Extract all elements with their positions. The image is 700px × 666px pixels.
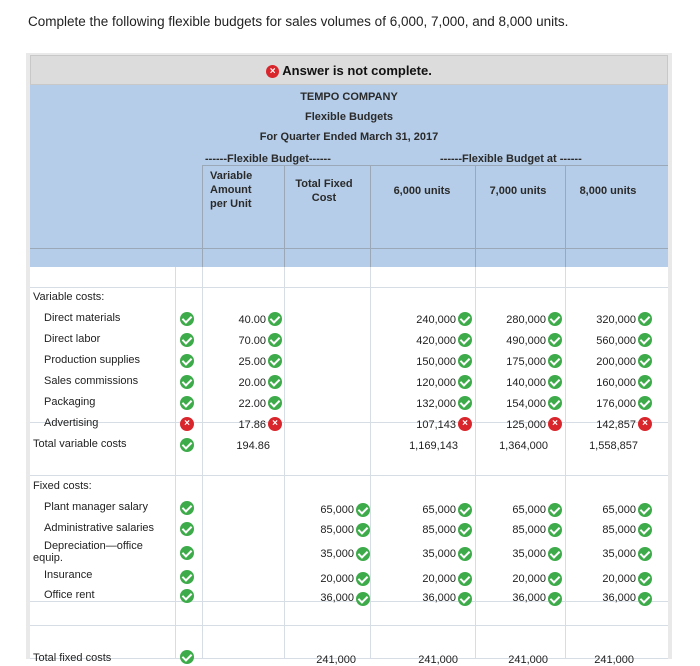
check-icon [458, 503, 472, 517]
check-icon [458, 333, 472, 347]
check-icon [638, 572, 652, 586]
check-icon [458, 396, 472, 410]
check-icon [268, 312, 282, 326]
cost-8000-input[interactable]: 142,857 [596, 419, 636, 431]
total-variable-7000: 1,364,000 [499, 440, 548, 452]
row-label: Administrative salaries [44, 522, 155, 534]
total-fixed-label: Total fixed costs [33, 652, 112, 664]
fixed-cost-input[interactable]: 36,000 [320, 592, 354, 604]
x-circle-icon: × [266, 65, 279, 78]
check-icon [180, 312, 194, 326]
cost-6000-input[interactable]: 240,000 [416, 314, 456, 326]
check-icon [638, 547, 652, 561]
report-period: For Quarter Ended March 31, 2017 [259, 131, 439, 143]
check-icon [548, 547, 562, 561]
fixed-cost-input[interactable]: 35,000 [320, 548, 354, 560]
x-icon: × [180, 417, 194, 431]
check-icon [356, 572, 370, 586]
col-8000-units: 8,000 units [579, 185, 637, 197]
total-fixed-cost: 241,000 [316, 654, 356, 666]
check-icon [458, 572, 472, 586]
total-variable-6000: 1,169,143 [409, 440, 458, 452]
table-body [30, 267, 668, 666]
cost-8000-input[interactable]: 176,000 [596, 398, 636, 410]
cost-8000-input[interactable]: 200,000 [596, 356, 636, 368]
unit-cost-input[interactable]: 40.00 [238, 314, 266, 326]
check-icon [548, 592, 562, 606]
fixed-costs-heading: Fixed costs: [33, 480, 92, 492]
check-icon [548, 375, 562, 389]
check-icon [548, 572, 562, 586]
check-icon [268, 354, 282, 368]
check-icon [638, 312, 652, 326]
cost-6000-input[interactable]: 35,000 [422, 548, 456, 560]
check-icon [548, 333, 562, 347]
row-label: Sales commissions [44, 375, 139, 387]
check-icon [180, 375, 194, 389]
row-label: Insurance [44, 569, 93, 581]
col-7000-units: 7,000 units [489, 185, 547, 197]
check-icon [180, 650, 194, 664]
col-variable-line2: Amount [210, 184, 252, 196]
cost-8000-input[interactable]: 560,000 [596, 335, 636, 347]
check-icon [180, 396, 194, 410]
col-variable-line1: Variable [210, 170, 253, 182]
group-flexible-budget-at: ------Flexible Budget at ------ [440, 153, 582, 165]
row-label: Plant manager salary [44, 501, 148, 513]
check-icon [458, 523, 472, 537]
check-icon [268, 375, 282, 389]
check-icon [548, 354, 562, 368]
col-fixed-line1: Total Fixed [295, 178, 353, 190]
total-fixed-8000: 241,000 [594, 654, 634, 666]
row-label: Office rent [44, 589, 95, 601]
check-icon [638, 354, 652, 368]
check-icon [356, 592, 370, 606]
cost-7000-input[interactable]: 280,000 [506, 314, 546, 326]
total-variable-8000: 1,558,857 [589, 440, 638, 452]
check-icon [458, 547, 472, 561]
row-label: Depreciation—office [44, 540, 143, 552]
cost-6000-input[interactable]: 65,000 [422, 504, 456, 516]
check-icon [458, 592, 472, 606]
col-6000-units: 6,000 units [393, 185, 451, 197]
col-variable-line3: per Unit [210, 198, 252, 210]
unit-cost-input[interactable]: 70.00 [238, 335, 266, 347]
x-icon: × [458, 417, 472, 431]
total-variable-unit: 194.86 [236, 440, 270, 452]
check-icon [638, 592, 652, 606]
table-header [30, 85, 668, 267]
check-icon [548, 312, 562, 326]
check-icon [180, 333, 194, 347]
check-icon [548, 503, 562, 517]
unit-cost-input[interactable]: 25.00 [238, 356, 266, 368]
fixed-cost-input[interactable]: 65,000 [320, 504, 354, 516]
cost-6000-input[interactable]: 120,000 [416, 377, 456, 389]
check-icon [180, 354, 194, 368]
x-icon: × [638, 417, 652, 431]
cost-6000-input[interactable]: 107,143 [416, 419, 456, 431]
row-label: Direct labor [44, 333, 101, 345]
cost-6000-input[interactable]: 420,000 [416, 335, 456, 347]
check-icon [268, 396, 282, 410]
question-text: Complete the following flexible budgets for sales volumes of 6,000, 7,000, and 8,000 units. [28, 14, 569, 29]
check-icon [458, 375, 472, 389]
banner-message: Answer is not complete. [282, 63, 432, 78]
cost-8000-input[interactable]: 65,000 [602, 504, 636, 516]
unit-cost-input[interactable]: 22.00 [238, 398, 266, 410]
report-title: Flexible Budgets [304, 111, 394, 123]
check-icon [548, 523, 562, 537]
check-icon [180, 546, 194, 560]
total-fixed-6000: 241,000 [418, 654, 458, 666]
x-icon: × [548, 417, 562, 431]
check-icon [180, 570, 194, 584]
check-icon [180, 501, 194, 515]
check-icon [638, 333, 652, 347]
status-banner [30, 55, 668, 85]
cost-8000-input[interactable]: 85,000 [602, 524, 636, 536]
cost-8000-input[interactable]: 20,000 [602, 573, 636, 585]
variable-costs-heading: Variable costs: [33, 291, 105, 303]
row-label: Production supplies [44, 354, 141, 366]
budget-sheet [26, 53, 672, 666]
cost-7000-input[interactable]: 175,000 [506, 356, 546, 368]
check-icon [638, 523, 652, 537]
cost-6000-input[interactable]: 132,000 [416, 398, 456, 410]
fixed-cost-input[interactable]: 85,000 [320, 524, 354, 536]
cost-8000-input[interactable]: 36,000 [602, 592, 636, 604]
unit-cost-input[interactable]: 17.86 [238, 419, 266, 431]
check-icon [180, 522, 194, 536]
check-icon [638, 503, 652, 517]
check-icon [356, 523, 370, 537]
check-icon [548, 396, 562, 410]
row-label-cont: equip. [33, 552, 63, 564]
cost-7000-input[interactable]: 490,000 [506, 335, 546, 347]
cost-7000-input[interactable]: 36,000 [512, 592, 546, 604]
group-flexible-budget: ------Flexible Budget------ [205, 153, 331, 165]
total-fixed-7000: 241,000 [508, 654, 548, 666]
cost-7000-input[interactable]: 125,000 [506, 419, 546, 431]
col-fixed-line2: Cost [311, 192, 337, 204]
cost-7000-input[interactable]: 65,000 [512, 504, 546, 516]
check-icon [356, 547, 370, 561]
unit-cost-input[interactable]: 20.00 [238, 377, 266, 389]
cost-7000-input[interactable]: 140,000 [506, 377, 546, 389]
cost-7000-input[interactable]: 35,000 [512, 548, 546, 560]
check-icon [638, 396, 652, 410]
cost-8000-input[interactable]: 320,000 [596, 314, 636, 326]
x-icon: × [268, 417, 282, 431]
check-icon [458, 312, 472, 326]
cost-8000-input[interactable]: 35,000 [602, 548, 636, 560]
check-icon [180, 589, 194, 603]
check-icon [356, 503, 370, 517]
row-label: Advertising [44, 417, 99, 429]
check-icon [268, 333, 282, 347]
company-name: TEMPO COMPANY [300, 91, 398, 103]
row-label: Packaging [44, 396, 96, 408]
total-variable-label: Total variable costs [33, 438, 127, 450]
check-icon [458, 354, 472, 368]
cost-6000-input[interactable]: 150,000 [416, 356, 456, 368]
cost-6000-input[interactable]: 85,000 [422, 524, 456, 536]
row-label: Direct materials [44, 312, 121, 324]
cost-7000-input[interactable]: 85,000 [512, 524, 546, 536]
cost-6000-input[interactable]: 36,000 [422, 592, 456, 604]
cost-7000-input[interactable]: 20,000 [512, 573, 546, 585]
check-icon [180, 438, 194, 452]
check-icon [638, 375, 652, 389]
cost-6000-input[interactable]: 20,000 [422, 573, 456, 585]
cost-7000-input[interactable]: 154,000 [506, 398, 546, 410]
cost-8000-input[interactable]: 160,000 [596, 377, 636, 389]
fixed-cost-input[interactable]: 20,000 [320, 573, 354, 585]
